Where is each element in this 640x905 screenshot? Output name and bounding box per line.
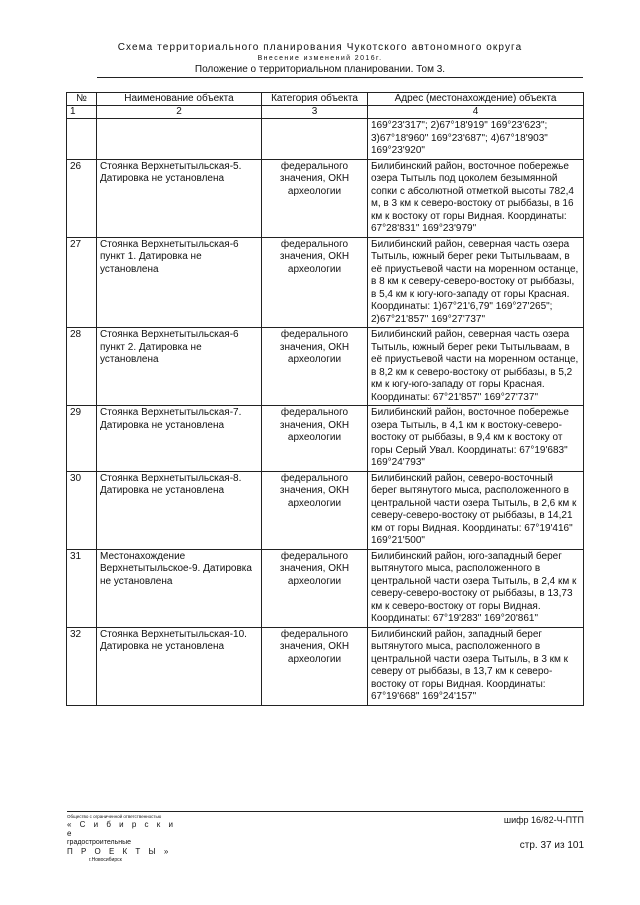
column-number-2: 2 bbox=[97, 106, 262, 119]
cell-category: федерального значения, ОКН археологии bbox=[262, 237, 368, 328]
column-number-row bbox=[67, 106, 584, 119]
cell-name: Стоянка Верхнетытыльская-6 пункт 1. Датировка не установлена bbox=[97, 237, 262, 328]
objects-table bbox=[66, 92, 584, 706]
cell-category: федерального значения, ОКН археологии bbox=[262, 549, 368, 627]
table-row bbox=[67, 406, 584, 472]
cell-address: Билибинский район, северная часть озера Тытыль, южный берег реки Тытыльваам, в её приустьевой части на моренном останце, в 8 км к северу-северо-востоку от рыббазы, в 5,4 км к югу-юго-западу от горы Красная. Координаты: 1)67°21'6,79" 169°27'265"; 2)67°21'857" 169°27'737" bbox=[368, 237, 584, 328]
cell-num: 31 bbox=[67, 549, 97, 627]
table-row bbox=[67, 159, 584, 237]
cell-num: 26 bbox=[67, 159, 97, 237]
cell-name: Местонахождение Верхнетытыльское-9. Датировка не установлена bbox=[97, 549, 262, 627]
cell-num bbox=[67, 119, 97, 160]
cell-name: Стоянка Верхнетытыльская-7. Датировка не установлена bbox=[97, 406, 262, 472]
logo-name-line-2: градостроительные bbox=[67, 839, 132, 846]
cell-name: Стоянка Верхнетытыльская-6 пункт 2. Датировка не установлена bbox=[97, 328, 262, 406]
cell-category: федерального значения, ОКН археологии bbox=[262, 406, 368, 472]
table-row bbox=[67, 549, 584, 627]
cell-address: Билибинский район, восточное побережье озера Тытыль, в 4,1 км к востоку-северо-востоку от рыббазы, в 9,4 км к востоку от горы Серый Увал. Координаты: 67°19'683" 169°24'793" bbox=[368, 406, 584, 472]
logo-org-type: Общество с ограниченной ответственностью bbox=[67, 814, 162, 819]
cell-address: Билибинский район, северная часть озера Тытыль, южный берег реки Тытыльваам, в её приустьевой части на моренном останце, в 8,2 км к северо-востоку от рыббазы, в 5,2 км к югу-юго-западу от горы Красная. Координаты: 67°21'857" 169°27'737" bbox=[368, 328, 584, 406]
cell-num: 29 bbox=[67, 406, 97, 472]
cell-address: Билибинский район, северо-восточный берег вытянутого мыса, расположенного в центральной части озера Тытыль, в 2,6 км к северу-северо-востоку от рыббазы, в 14,21 км от горы Видная. Координаты: 67°19'416" 169°21'500" bbox=[368, 471, 584, 549]
document-edition: Внесение изменений 2016г. bbox=[257, 55, 383, 62]
document-title: Схема территориального планирования Чукотского автономного округа bbox=[117, 42, 523, 53]
footer-rule bbox=[67, 811, 583, 812]
organization-logo bbox=[67, 814, 177, 865]
cell-name: Стоянка Верхнетытыльская-8. Датировка не установлена bbox=[97, 471, 262, 549]
cell-category bbox=[262, 119, 368, 160]
cell-num: 30 bbox=[67, 471, 97, 549]
table-row bbox=[67, 627, 584, 705]
cell-address: Билибинский район, западный берег вытянутого мыса, расположенного в центральной части озера Тытыль, в 3 км к северу от рыббазы, в 13,7 км к северо-востоку от горы Видная. Координаты: 67°19'668" 169°24'157" bbox=[368, 627, 584, 705]
cell-address: 169°23'317"; 2)67°18'919" 169°23'623"; 3)67°18'960" 169°23'687"; 4)67°18'903" 169°23'920" bbox=[368, 119, 584, 160]
header-rule bbox=[97, 77, 583, 78]
table-row-continuation bbox=[67, 119, 584, 160]
cell-category: федерального значения, ОКН археологии bbox=[262, 328, 368, 406]
logo-city: г.Новосибирск bbox=[89, 857, 122, 863]
column-header-num: № bbox=[67, 93, 97, 106]
logo-name-line-3: П Р О Е К Т Ы » bbox=[67, 847, 172, 856]
cell-name: Стоянка Верхнетытыльская-10. Датировка не установлена bbox=[97, 627, 262, 705]
column-number-4: 4 bbox=[368, 106, 584, 119]
cell-name: Стоянка Верхнетытыльская-5. Датировка не установлена bbox=[97, 159, 262, 237]
column-header-address: Адрес (местонахождение) объекта bbox=[368, 93, 584, 106]
column-number-3: 3 bbox=[262, 106, 368, 119]
document-subtitle: Положение о территориальном планировании. Том 3. bbox=[194, 64, 446, 75]
cell-address: Билибинский район, юго-западный берег вытянутого мыса, расположенного в центральной части озера Тытыль, в 2,4 км к северу-северо-востоку от рыббазы, в 13,73 км к северо-востоку от горы Видная. Координаты: 67°19'283" 169°20'861" bbox=[368, 549, 584, 627]
cell-num: 27 bbox=[67, 237, 97, 328]
table-row bbox=[67, 237, 584, 328]
logo-name-line-1: « С и б и р с к и е bbox=[67, 820, 176, 838]
column-header-name: Наименование объекта bbox=[97, 93, 262, 106]
table-row bbox=[67, 471, 584, 549]
cell-category: федерального значения, ОКН археологии bbox=[262, 627, 368, 705]
page-number: стр. 37 из 101 bbox=[519, 840, 584, 851]
cell-category: федерального значения, ОКН археологии bbox=[262, 471, 368, 549]
column-number-1: 1 bbox=[67, 106, 97, 119]
table-header-row bbox=[67, 93, 584, 106]
cell-category: федерального значения, ОКН археологии bbox=[262, 159, 368, 237]
cell-num: 32 bbox=[67, 627, 97, 705]
document-cipher: шифр 16/82-Ч-ПТП bbox=[503, 815, 584, 825]
column-header-category: Категория объекта bbox=[262, 93, 368, 106]
table-row bbox=[67, 328, 584, 406]
cell-num: 28 bbox=[67, 328, 97, 406]
cell-name bbox=[97, 119, 262, 160]
cell-address: Билибинский район, восточное побережье озера Тытыль под цоколем безымянной сопки с абсолютной отметкой высоты 782,4 м, в 3 км к северо-востоку от рыббазы, в 16 км к востоку от горы Видная. Координаты: 67°28'831" 169°23'979" bbox=[368, 159, 584, 237]
